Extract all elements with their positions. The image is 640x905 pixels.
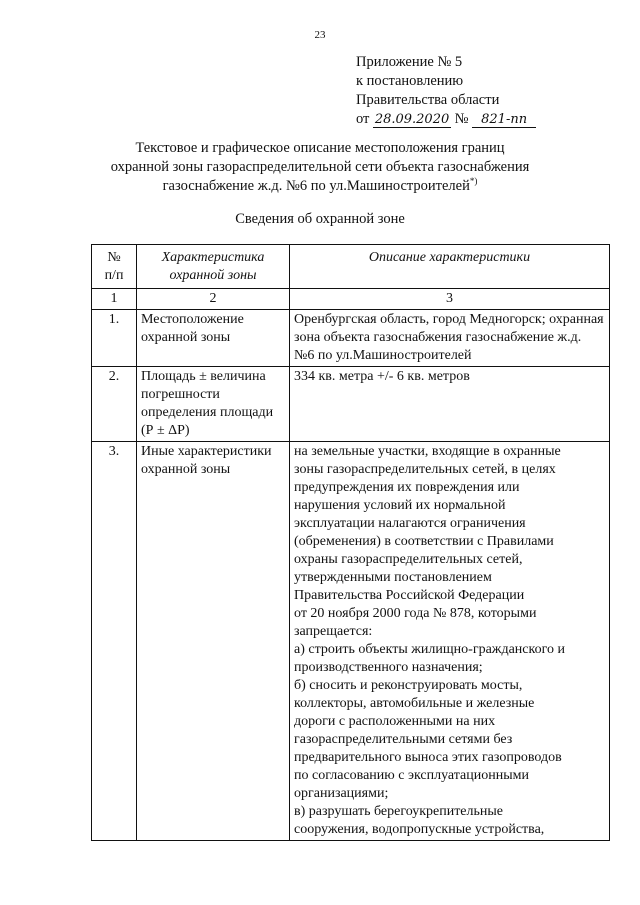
section-subtitle: Сведения об охранной зоне [235, 211, 405, 227]
description-line: Правительства Российской Федерации [294, 588, 525, 603]
header-characteristic-line-1: Характеристика [161, 250, 265, 265]
column-numbering-row [92, 289, 610, 310]
description-line: на земельные участки, входящие в охранные [294, 444, 561, 459]
description-line: (обременения) в соответствии с Правилами [294, 534, 554, 549]
header-description: Описание характеристики [290, 245, 610, 289]
description-line: эксплуатации налагаются ограничения [294, 516, 526, 531]
description-line: газораспределительными сетями без [294, 732, 513, 747]
description-line: предупреждения их повреждения или [294, 480, 520, 495]
row-description: Оренбургская область, город Медногорск; охранная зона объекта газоснабжения газоснабжение ж.д. №6 по ул.Машиностроителей [290, 310, 610, 367]
title-line-3 [70, 177, 570, 196]
row-description: 334 кв. метра +/- 6 кв. метров [290, 367, 610, 442]
appendix-header [356, 53, 536, 129]
row-number: 3. [92, 442, 137, 841]
table-row [92, 310, 610, 367]
description-line: в) разрушать берегоукрепительные [294, 804, 504, 819]
row-characteristic: Местоположение охранной зоны [137, 310, 290, 367]
header-number-line-2: п/п [104, 268, 124, 283]
description-line: а) строить объекты жилищно-гражданского и [294, 642, 565, 657]
row-characteristic: Иные характеристики охранной зоны [137, 442, 290, 841]
title-line-3-text: газоснабжение ж.д. №6 по ул.Машиностроителей [162, 178, 470, 194]
description-line: сооружения, водопропускные устройства, [294, 822, 545, 837]
table-row [92, 442, 610, 841]
description-line: зоны газораспределительных сетей, в целях [294, 462, 556, 477]
table-row [92, 367, 610, 442]
number-label: № [454, 111, 469, 127]
description-line: утвержденными постановлением [294, 570, 492, 585]
document-title [70, 139, 570, 196]
protection-zone-table [91, 244, 610, 841]
header-characteristic [137, 245, 290, 289]
column-number-2: 2 [137, 289, 290, 310]
from-label: от [356, 111, 370, 127]
header-characteristic-line-2: охранной зоны [169, 268, 257, 283]
row-number: 1. [92, 310, 137, 367]
row-characteristic: Площадь ± величина погрешности определения площади (Р ± ΔР) [137, 367, 290, 442]
description-line: дороги с расположенными на них [294, 714, 496, 729]
description-line: от 20 ноября 2000 года № 878, которыми [294, 606, 537, 621]
description-line: производственного назначения; [294, 660, 483, 675]
description-line: б) сносить и реконструировать мосты, [294, 678, 523, 693]
header-number [92, 245, 137, 289]
description-line: охраны газораспределительных сетей, [294, 552, 523, 567]
page-number: 23 [314, 29, 326, 41]
appendix-line-2: к постановлению [356, 73, 464, 89]
title-line-2: охранной зоны газораспределительной сети объекта газоснабжения [110, 159, 530, 175]
column-number-1: 1 [92, 289, 137, 310]
handwritten-date: 28.09.2020 [374, 112, 450, 127]
row-number: 2. [92, 367, 137, 442]
appendix-line-3: Правительства области [356, 92, 500, 108]
description-line: коллекторы, автомобильные и железные [294, 696, 535, 711]
description-line: запрещается: [294, 624, 373, 639]
appendix-date-line [356, 110, 536, 129]
column-number-3: 3 [290, 289, 610, 310]
appendix-line-1: Приложение № 5 [356, 54, 463, 70]
description-line: предварительного выноса этих газопроводов [294, 750, 562, 765]
description-line: по согласованию с эксплуатационными [294, 768, 529, 783]
row-description [290, 442, 610, 841]
handwritten-number: 821-пп [472, 112, 536, 128]
footnote-mark: *) [469, 176, 478, 187]
table-header-row [92, 245, 610, 289]
description-line: организациями; [294, 786, 389, 801]
title-line-1: Текстовое и графическое описание местоположения границ [135, 140, 505, 156]
header-number-line-1: № [107, 250, 121, 265]
description-line: нарушения условий их нормальной [294, 498, 506, 513]
